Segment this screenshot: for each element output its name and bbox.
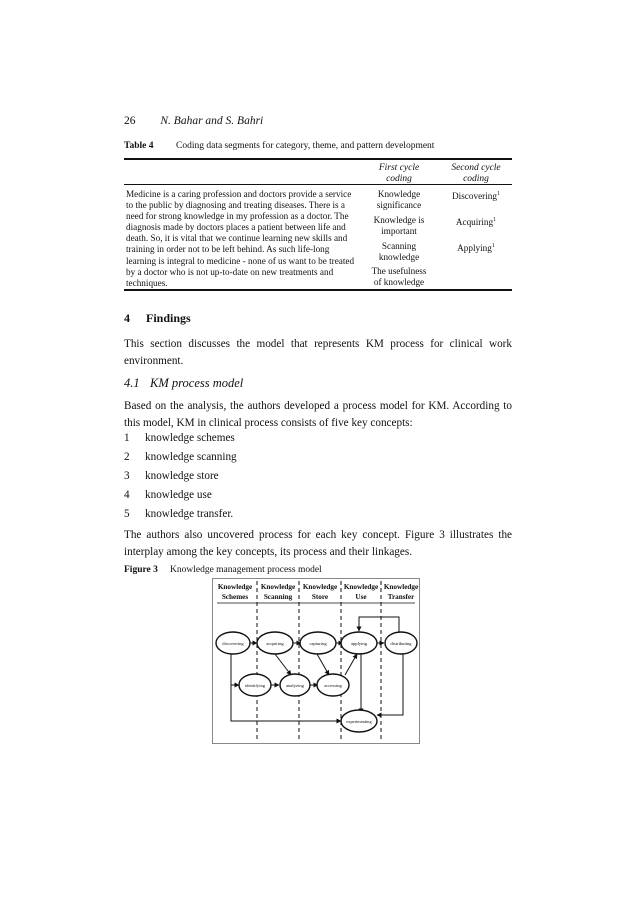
running-header	[124, 115, 263, 127]
col-header-second-cycle: Second cycle coding	[451, 163, 501, 184]
km-process-diagram	[212, 578, 420, 744]
column-header: Use	[355, 593, 367, 601]
node-acquiring: acquiring	[266, 641, 284, 646]
list-item: 5 knowledge transfer.	[124, 508, 234, 520]
list-item: 1 knowledge schemes	[124, 432, 235, 444]
table-label: Table 4	[124, 141, 154, 151]
node-distributing: distributing	[390, 641, 412, 646]
table-caption-text: Coding data segments for category, theme, and pattern development	[176, 141, 435, 151]
table-bottom-rule	[124, 289, 512, 291]
column-header: Knowledge	[302, 583, 338, 591]
list-item: 4 knowledge use	[124, 489, 212, 501]
model-paragraph: Based on the analysis, the authors developed a process model for KM. According to this model, KM in clinical process consists of five key concepts:	[124, 400, 512, 429]
section-heading	[124, 311, 191, 326]
first-cycle-code: Scanning knowledge	[378, 241, 420, 262]
table-top-rule	[124, 158, 512, 160]
findings-paragraph: This section discusses the model that represents KM process for clinical work environment.	[124, 338, 512, 367]
section-number: 4	[124, 311, 130, 325]
column-header: Knowledge	[343, 583, 379, 591]
running-authors: N. Bahar and S. Bahri	[160, 115, 264, 127]
section-title: Findings	[146, 311, 191, 325]
table-caption	[124, 141, 434, 151]
node-experimenting: experimenting	[346, 719, 372, 724]
col-header-first-cycle: First cycle coding	[378, 163, 420, 184]
figure-caption-text: Knowledge management process model	[170, 565, 322, 575]
first-cycle-code: Knowledge significance	[376, 189, 422, 210]
second-cycle-code: Acquiring$^1$	[455, 217, 497, 228]
column-header: Store	[311, 593, 329, 601]
figure-intro-paragraph: The authors also uncovered process for each key concept. Figure 3 illustrates the interplay among the key concepts, its process and their linkages.	[124, 529, 512, 558]
subsection-heading	[124, 376, 243, 391]
column-header: Knowledge	[260, 583, 296, 591]
first-cycle-code: Knowledge is important	[373, 215, 425, 236]
node-analyzing: analyzing	[286, 683, 304, 688]
node-accessing: accessing	[324, 683, 342, 688]
diagram-svg	[213, 579, 419, 743]
table-quote-cell: Medicine is a caring profession and doctors provide a service to the public by diagnosing and treating diseases. There is a need for strong knowledge in my profession as a doctor. The diagnosis made by doctors places a patient between life and death. So, it is vital that we continue learning new skills and training in order not to be left behind. As such life-long learning is integral to medicine - none of us want to be treated by a doctor who is not up-to-date on new treatments and techniques.	[126, 189, 355, 288]
column-header: Knowledge	[217, 583, 253, 591]
column-header: Scanning	[263, 593, 293, 601]
first-cycle-code: The usefulness of knowledge	[371, 266, 427, 287]
column-header: Schemes	[221, 593, 249, 601]
list-item: 3 knowledge store	[124, 470, 219, 482]
figure-caption	[124, 565, 322, 575]
figure-label: Figure 3	[124, 565, 158, 575]
second-cycle-code: Discovering$^1$	[452, 191, 500, 202]
page-number: 26	[124, 115, 136, 127]
subsection-number: 4.1	[124, 376, 140, 390]
node-capturing: capturing	[309, 641, 327, 646]
column-header: Transfer	[387, 593, 415, 601]
node-discovering: discovering	[222, 641, 244, 646]
node-identifying: identifying	[244, 683, 266, 688]
subsection-title: KM process model	[150, 376, 244, 390]
list-item: 2 knowledge scanning	[124, 451, 237, 463]
node-applying: applying	[350, 641, 368, 646]
second-cycle-code: Applying$^1$	[457, 243, 495, 254]
column-header: Knowledge	[383, 583, 419, 591]
